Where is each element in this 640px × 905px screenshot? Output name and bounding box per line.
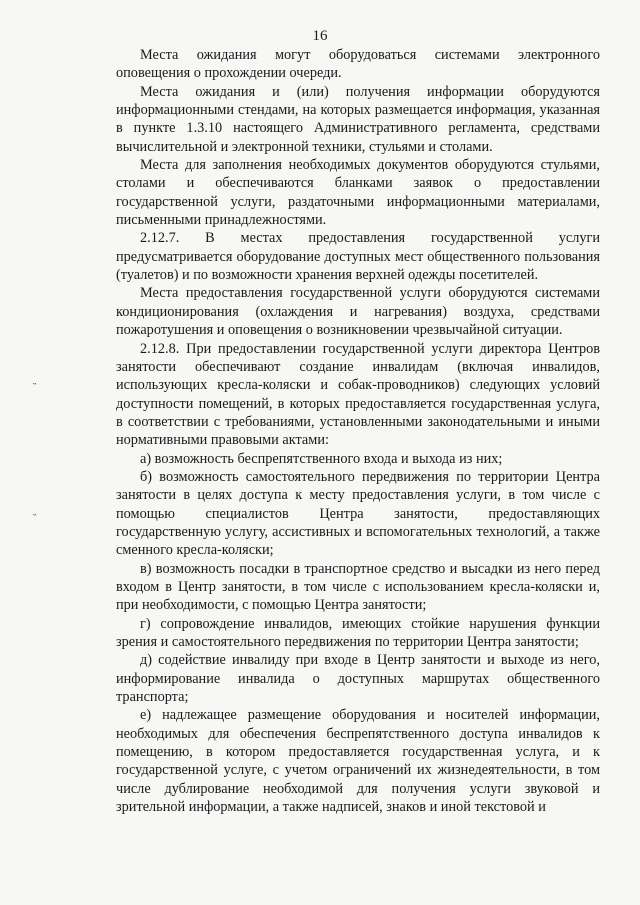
list-item: д) содействие инвалиду при входе в Центр занятости и выходе из него, информирование инвалида о доступных маршрутах общественного транспорта; (116, 652, 600, 706)
paragraph: 2.12.7. В местах предоставления государственной услуги предусматривается оборудование доступных мест общественного пользования (туалетов) и по возможности хранения верхней одежды посетителей. (116, 230, 600, 284)
paragraph: 2.12.8. При предоставлении государственной услуги директора Центров занятости обеспечивают создание инвалидам (включая инвалидов, использующих кресла-коляски и собак-проводников) следующих условий доступности помещений, в которых предоставляется государственная услуга, в соответствии с требованиями, установленными законодательными и иными нормативными правовыми актами: (116, 340, 600, 449)
paragraph: Места предоставления государственной услуги оборудуются системами кондиционирования (охлаждения и нагревания) воздуха, средствами пожаротушения и оповещения о возникновении чрезвычайной ситуации. (116, 285, 600, 339)
document-body (116, 46, 600, 816)
list-item: е) надлежащее размещение оборудования и носителей информации, необходимых для обеспечения беспрепятственного доступа инвалидов к помещению, в котором предоставляется государственная услуга, и к государственной услуге, с учетом ограничений их жизнедеятельности, в том числе дублирование необходимой для получения услуги звуковой и зрительной информации, а также надписей, знаков и иной текстовой и (116, 707, 600, 816)
paragraph: Места ожидания могут оборудоваться системами электронного оповещения о прохождении очереди. (116, 47, 600, 82)
list-item: а) возможность беспрепятственного входа и выхода из них; (140, 450, 503, 467)
paragraph: Места ожидания и (или) получения информации оборудуются информационными стендами, на которых размещается информация, указанная в пункте 1.3.10 настоящего Административного регламента, средствами вычислительной и электронной техники, стульями и столами. (116, 83, 600, 155)
margin-mark: ˵ (33, 378, 37, 389)
list-item: в) возможность посадки в транспортное средство и высадки из него перед входом в Центр занятости, в том числе с использованием кресла-коляски и, при необходимости, с помощью Центра занятости; (116, 560, 600, 614)
list-item: г) сопровождение инвалидов, имеющих стойкие нарушения функции зрения и самостоятельного передвижения по территории Центра занятости; (116, 615, 600, 650)
page-number: 16 (312, 28, 328, 44)
margin-mark: ˵ (33, 509, 37, 520)
list-item: б) возможность самостоятельного передвижения по территории Центра занятости в целях доступа к месту предоставления услуги, в том числе с помощью специалистов Центра занятости, предоставляющих государственную услугу, ассистивных и вспомогательных технологий, а также сменного кресла-коляски; (116, 468, 600, 559)
paragraph: Места для заполнения необходимых документов оборудуются стульями, столами и обеспечиваются бланками заявок о предоставлении государственной услуги, раздаточными информационными материалами, письменными принадлежностями. (116, 157, 600, 229)
